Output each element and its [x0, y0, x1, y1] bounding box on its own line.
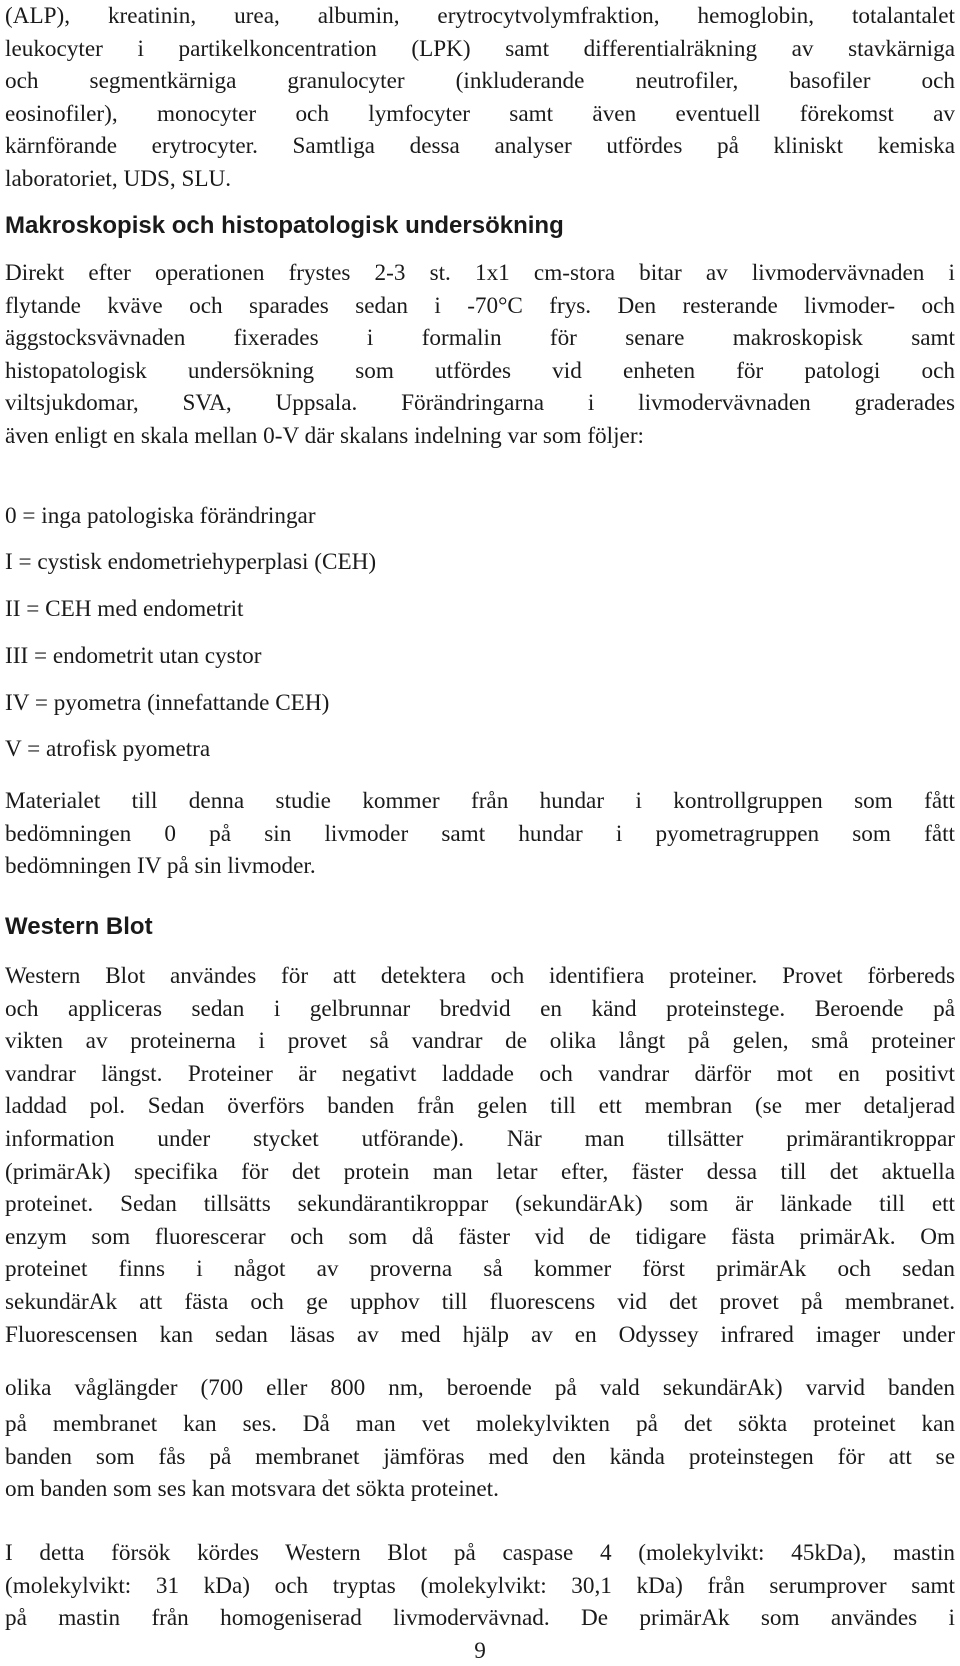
- text-line: viltsjukdomar, SVA, Uppsala. Förändringarna i livmodervävnaden graderades: [5, 390, 955, 417]
- text-line: information under stycket utförande). När man tillsätter primärantikroppar: [5, 1125, 955, 1152]
- western-blot-paragraph-continued: [5, 1372, 955, 1405]
- text-line: kärnförande erytrocyter. Samtliga dessa analyser utfördes på kliniskt kemiska: [5, 133, 955, 160]
- intro-paragraph: [5, 0, 955, 196]
- text-line: äggstocksvävnaden fixerades i formalin för senare makroskopisk samt: [5, 325, 955, 352]
- text-line: eosinofiler), monocyter och lymfocyter samt även eventuell förekomst av: [5, 100, 955, 127]
- grade-item: II = CEH med endometrit: [5, 596, 244, 622]
- text-line: laddad pol. Sedan överförs banden från gelen till ett membran (se mer detaljerad: [5, 1093, 955, 1120]
- text-line: enzym som fluorescerar och som då fäster vid de tidigare fästa primärAk. Om: [5, 1223, 955, 1250]
- text-line: proteinet finns i något av proverna så kommer först primärAk och sedan: [5, 1256, 955, 1283]
- text-line: banden som fås på membranet jämföras med den kända proteinstegen för att se: [5, 1443, 955, 1470]
- text-line: bedömningen 0 på sin livmoder samt hundar i pyometragruppen som fått: [5, 820, 955, 847]
- text-line: Materialet till denna studie kommer från hundar i kontrollgruppen som fått: [5, 788, 955, 814]
- text-line: Direkt efter operationen frystes 2-3 st. 1x1 cm-stora bitar av livmodervävnaden i: [5, 260, 955, 286]
- text-line: vandrar längst. Proteiner är negativt laddade och vandrar därför mot en positivt: [5, 1060, 955, 1087]
- text-line: Western Blot användes för att detektera och identifiera proteiner. Provet förbereds: [5, 963, 955, 989]
- text-line: flytande kväve och sparades sedan i -70°C frys. Den resterande livmoder- och: [5, 292, 955, 319]
- text-line: histopatologisk undersökning som utfördes vid enheten för patologi och: [5, 357, 955, 384]
- text-line: om banden som ses kan motsvara det sökta proteinet.: [5, 1476, 499, 1503]
- text-line: och appliceras sedan i gelbrunnar bredvid en känd proteinstege. Beroende på: [5, 995, 955, 1022]
- final-paragraph: [5, 1537, 955, 1635]
- western-blot-paragraph-continued: [5, 1408, 955, 1506]
- text-line: bedömningen IV på sin livmoder.: [5, 853, 316, 880]
- text-line: leukocyter i partikelkoncentration (LPK) samt differentialräkning av stavkärniga: [5, 35, 955, 62]
- material-paragraph: [5, 785, 955, 883]
- section-heading: Western Blot: [5, 913, 153, 940]
- text-line: olika våglängder (700 eller 800 nm, beroende på vald sekundärAk) varvid banden: [5, 1375, 955, 1401]
- text-line: på membranet kan ses. Då man vet molekylvikten på det sökta proteinet kan: [5, 1411, 955, 1437]
- grade-item: V = atrofisk pyometra: [5, 736, 211, 762]
- page-number: 9: [474, 1638, 486, 1664]
- section-heading: Makroskopisk och histopatologisk undersökning: [5, 212, 564, 239]
- text-line: (molekylvikt: 31 kDa) och tryptas (molekylvikt: 30,1 kDa) från serumprover samt: [5, 1572, 955, 1599]
- grade-item: IV = pyometra (innefattande CEH): [5, 690, 330, 716]
- text-line: även enligt en skala mellan 0-V där skalans indelning var som följer:: [5, 422, 644, 449]
- text-line: sekundärAk att fästa och ge upphov till fluorescens vid det provet på membranet.: [5, 1288, 955, 1315]
- grade-item: III = endometrit utan cystor: [5, 643, 262, 669]
- text-line: laboratoriet, UDS, SLU.: [5, 165, 232, 192]
- grade-item: I = cystisk endometriehyperplasi (CEH): [5, 549, 377, 575]
- text-line: och segmentkärniga granulocyter (inkluderande neutrofiler, basofiler och: [5, 68, 955, 95]
- grade-item: 0 = inga patologiska förändringar: [5, 503, 316, 529]
- text-line: (ALP), kreatinin, urea, albumin, erytrocytvolymfraktion, hemoglobin, totalantalet: [5, 3, 955, 29]
- text-line: på mastin från homogeniserad livmodervävnad. De primärAk som användes i: [5, 1605, 955, 1632]
- text-line: vikten av proteinerna i provet så vandrar de olika långt på gelen, små proteiner: [5, 1028, 955, 1055]
- text-line: Fluorescensen kan sedan läsas av med hjälp av en Odyssey infrared imager under: [5, 1321, 955, 1348]
- text-line: (primärAk) specifika för det protein man letar efter, fäster dessa till det aktuella: [5, 1158, 955, 1185]
- text-line: I detta försök kördes Western Blot på caspase 4 (molekylvikt: 45kDa), mastin: [5, 1540, 955, 1566]
- western-blot-paragraph: [5, 960, 955, 1351]
- text-line: proteinet. Sedan tillsätts sekundärantikroppar (sekundärAk) som är länkade till ett: [5, 1191, 955, 1218]
- section1-paragraph: [5, 257, 955, 453]
